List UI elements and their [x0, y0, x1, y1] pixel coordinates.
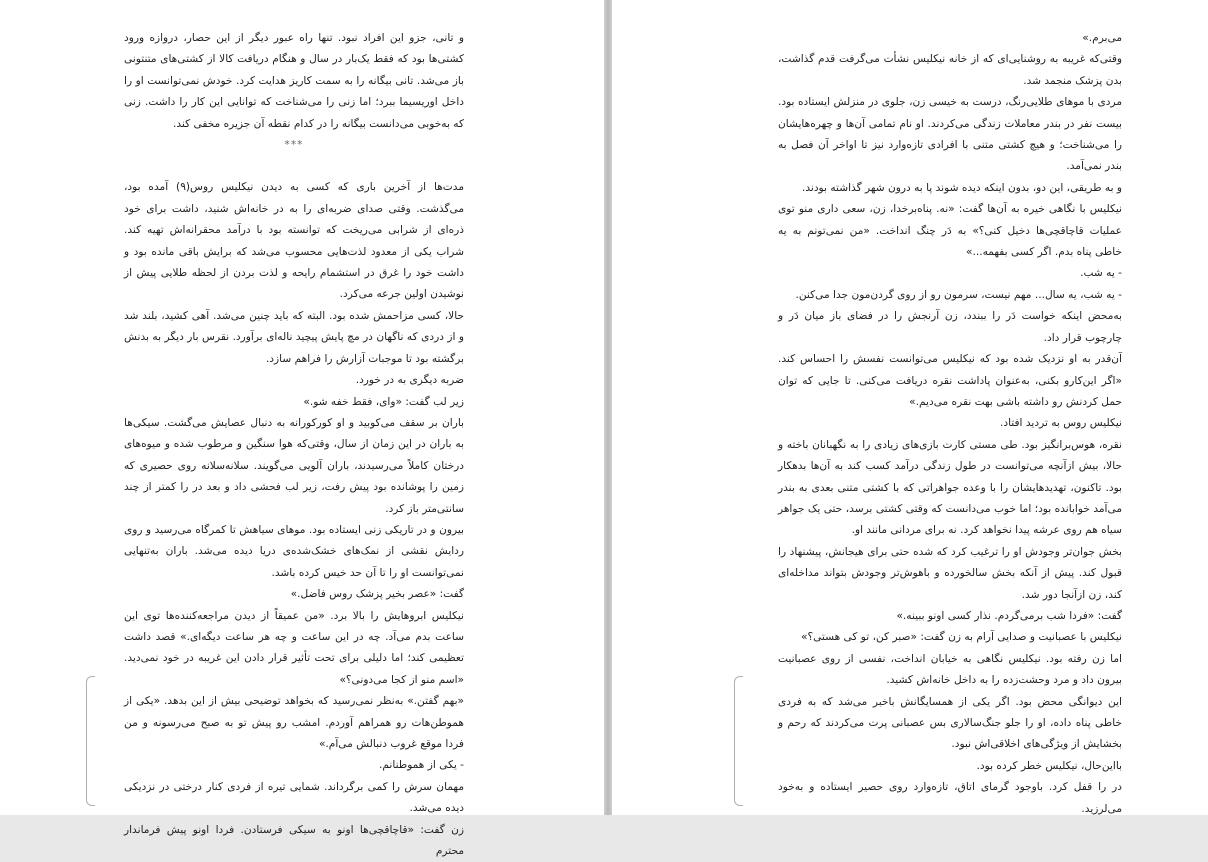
right-page [612, 0, 1208, 815]
paragraph: - یکی از هموطنانم. [378, 759, 464, 772]
paragraph: حالا، کسی مزاحمش شده بود. البته که باید چنین می‌شد. آهی کشید، بلند شد و از دردی که ناگهان در مچ پایش پیچید ناله‌ای برآورد. نقرس بار دیگر به بدنش برگشته بود تا موجبات آزارش را فراهم سازد. [124, 309, 464, 365]
paragraph: نیکلیس ابروهایش را بالا برد. «من عمیقاً از دیدن مراجعه‌کننده‌ها توی این ساعت بدم می‌آد. چه در این ساعت و چه هر ساعت دیگه‌ای.» قصد داشت تعظیمی کند؛ اما دلیلی برای تحت تأثیر قرار دادن این غریبه در خود نمی‌دید. «اسم منو از کجا می‌دونی؟» [124, 609, 464, 686]
paragraph: و به طریقی، این دو، بدون اینکه دیده شوند پا به درون شهر گذاشته بودند. [801, 181, 1122, 194]
paragraph: بااین‌حال، نیکلیس خطر کرده بود. [976, 759, 1122, 772]
left-page [0, 0, 604, 858]
paragraph: گفت: «عصر بخیر پزشک روس فاضل.» [290, 588, 464, 601]
paragraph: - یه شب. [1080, 267, 1122, 280]
paragraph: می‌برم.» [1082, 32, 1122, 44]
paragraph: ضربه دیگری به در خورد. [355, 374, 464, 387]
paragraph: باران بر سقف می‌کوبید و او کورکورانه به دنبال عصایش می‌گشت. سیکی‌ها به باران در این زمان از سال، وقتی‌که هوا سنگین و مرطوب شده و میوه‌های درختان کاملاً می‌رسیدند، باران آلویی می‌گویند. سلانه‌سلانه روی حصیری که زمین را پوشانده بود پیش رفت، زیر لب فحشی داد و بعد در را کمتر از چند سانتی‌متر باز کرد. [124, 416, 464, 515]
paragraph: گفت: «فردا شب برمی‌گردم. نذار کسی اونو ببینه.» [896, 609, 1122, 622]
blank-line [124, 156, 464, 177]
selection-bracket [734, 676, 743, 806]
paragraph: زیر لب گفت: «وای، فقط خفه شو.» [303, 395, 464, 408]
paragraph: به‌محض اینکه خواست دَر را ببندد، زن آرنجش را در فضای باز میان دَر و چارچوب قرار داد. [778, 310, 1122, 344]
paragraph: زن گفت: «قاچاقچی‌ها اونو به سیکی فرستادن. فردا اونو پیش فرماندار محترم [124, 823, 464, 858]
paragraph: مهمان سرش را کمی برگرداند. شمایی تیره از فردی کنار درختی در نزدیکی دیده می‌شد. [124, 780, 464, 815]
right-page-text [778, 28, 1122, 820]
paragraph: مردی با موهای طلایی‌رنگ، درست به خیسی زن، جلوی در منزلش ایستاده بود. بیست نفر در بندر معاملات زندگی می‌کردند. او نام تمامی آن‌ها و چهره‌هایشان را می‌شناخت؛ و هیچ کشتی متنی با افرادی تازه‌وارد نیز تا اواخر آن فصل به بندر نمی‌آمد. [778, 96, 1122, 173]
left-page-text [124, 28, 464, 862]
page-gutter [604, 0, 612, 815]
paragraph: این دیوانگی محض بود. اگر یکی از همسایگانش باخبر می‌شد که به فردی خاطی پناه داده، او را جلو جنگ‌سالاری بس عصبانی پرت می‌کردند که رحم و بخشایش از ویژگی‌های اخلاقی‌اش نبود. [778, 695, 1122, 751]
section-separator: *** [284, 139, 304, 152]
paragraph: «بهم گفتن.» به‌نظر نمی‌رسید که بخواهد توضیحی بیش از این بدهد. «یکی از هموطن‌هات رو همراهم آوردم. امشب رو پیش تو به صبح می‌رسونه و من فردا موقع غروب دنبالش می‌آم.» [124, 695, 464, 750]
paragraph: مدت‌ها از آخرین باری که کسی به دیدن نیکلیس روس(۹) آمده بود، می‌گذشت. وقتی صدای ضربه‌ای را به در خانه‌اش شنید، داشت برای خود ذره‌ای از شرابی می‌ریخت که توانسته بود با درآمد محقرانه‌اش تهیه کند. شراب یکی از معدود لذت‌هایی محسوب می‌شد که برایش باقی مانده بود و داشت خود را غرق در استشمام رایحه و لذت بردن از لحظه طلایی پیش از نوشیدن اولین جرعه می‌کرد. [124, 181, 464, 301]
paragraph: آن‌قدر به او نزدیک شده بود که نیکلیس می‌توانست نفسش را احساس کند. «اگر این‌کارو بکنی، به‌عنوان پاداشت نقره دریافت می‌کنی. تا جایی که توان حمل کردنش رو داشته باشی بهت نقره می‌دیم.» [778, 353, 1122, 408]
paragraph: - یه شب، یه سال... مهم نیست، سرمون رو از روی گردن‌مون جدا می‌کنن. [795, 288, 1122, 301]
paragraph: وقتی‌که غریبه به روشنایی‌ای که از خانه نیکلیس نشأت می‌گرفت قدم گذاشت، بدن پزشک منجمد شد. [778, 53, 1122, 87]
paragraph: نقره، هوس‌برانگیز بود. طی مستی کارت بازی‌های زیادی را به نگهبانان باخته و حالا، بیش ازآنچه می‌توانست در طول زندگی درآمد کسب کند به آن‌ها بدهکار بود. تاکنون، تهدیدهایشان را با وعده جواهراتی که با کشتی متنی بعدی به بندر می‌آمد خوابانده بود؛ اما خوب می‌دانست که وقتی کشتی برسد، حتی یک جواهر سیاه هم روی عرشه پیدا نخواهد کرد. نه برای مردانی مانند او. [778, 438, 1122, 537]
selection-bracket [86, 676, 95, 806]
paragraph: بخش جوان‌تر وجودش او را ترغیب کرد که شده حتی برای هیجانش، پیشنهاد را قبول کند. پیش از آنکه بخش سالخورده و باهوش‌تر وجودش بتواند مداخله‌ای کند، زن ازآنجا دور شد. [778, 545, 1122, 601]
paragraph: در را قفل کرد. باوجود گرمای اتاق، تازه‌وارد روی حصیر ایستاده و به‌خود می‌لرزید. [778, 781, 1122, 815]
paragraph: نیکلیس با نگاهی خیره به آن‌ها گفت: «نه. پناه‌برخدا، زن، سعی داری منو توی عملیات قاچاقچی‌ها دخیل کنی؟» به دَر چنگ انداخت. «من نمی‌تونم به یه خاطی پناه بدم. اگر کسی بفهمه...» [778, 203, 1122, 259]
paragraph: و تانی، جزو این افراد نبود. تنها راه عبور دیگر از این حصار، دروازه ورود کشتی‌ها بود که فقط یک‌بار در سال و هنگام دریافت کالا از کشتی‌های متنتونی باز می‌شد. تانی بیگانه را به سمت کاریز هدایت کرد. خودش نمی‌توانست او را داخل اوریسیما ببرد؛ اما زنی را می‌شناخت که توانایی این کار را داشت. زنی که به‌خوبی می‌دانست بیگانه را در کدام نقطه آن جزیره مخفی کند. [124, 32, 464, 130]
paragraph: نیکلیس با عصبانیت و صدایی آرام به زن گفت: «صبر کن، تو کی هستی؟» [801, 631, 1122, 644]
paragraph: بیرون و در تاریکی زنی ایستاده بود. موهای سیاهش تا کمرگاه می‌رسید و روی ردایش نقشی از نمک‌های خشک‌شده‌ی دریا دیده می‌شد. باران به‌تنهایی نمی‌توانست او را تا آن حد خیس کرده باشد. [124, 523, 464, 579]
paragraph: نیکلیس روس به تردید افتاد. [999, 417, 1122, 430]
paragraph: اما زن رفته بود. نیکلیس نگاهی به خیابان انداخت، نفسی از روی عصبانیت بیرون داد و مرد وحشت‌زده را به داخل خانه‌اش کشید. [778, 652, 1122, 687]
